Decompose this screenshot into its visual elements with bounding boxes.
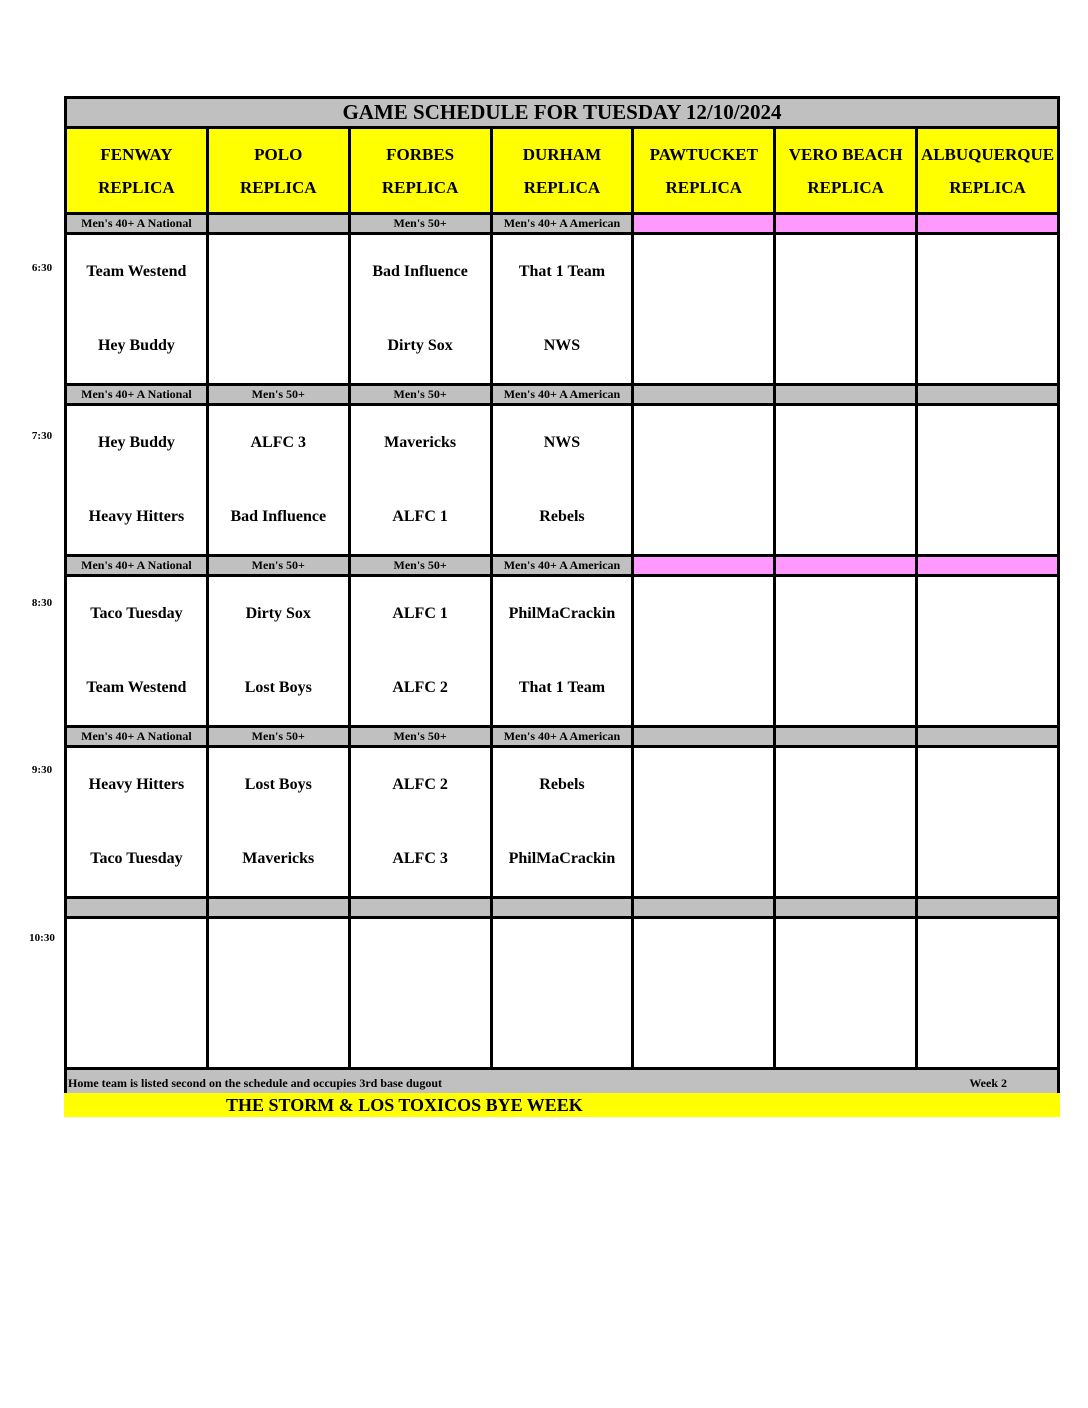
away-team [918, 235, 1057, 309]
game-cell [633, 747, 775, 898]
division-label: Men's 50+ [349, 727, 491, 747]
division-label: Men's 50+ [349, 385, 491, 405]
division-label: Men's 40+ A National [66, 727, 208, 747]
division-label [349, 898, 491, 918]
home-team: Mavericks [242, 850, 315, 867]
division-row [66, 727, 1059, 747]
away-team: Heavy Hitters [88, 776, 185, 793]
field-name: FORBES [386, 144, 455, 164]
game-cell [207, 918, 349, 1069]
division-label [917, 214, 1059, 234]
away-team [209, 235, 348, 309]
away-team [918, 748, 1057, 822]
division-row [66, 385, 1059, 405]
field-sub: REPLICA [381, 177, 459, 197]
home-team: ALFC 1 [392, 508, 448, 525]
home-team: Dirty Sox [387, 337, 453, 354]
division-label: Men's 40+ A American [491, 556, 633, 576]
game-cell [491, 405, 633, 556]
away-team [776, 577, 915, 651]
division-label [917, 556, 1059, 576]
home-team [776, 480, 915, 554]
away-team: ALFC 3 [250, 434, 307, 451]
division-label: Men's 40+ A National [66, 556, 208, 576]
time-label: 9:30 [31, 764, 53, 776]
away-team: Taco Tuesday [90, 605, 183, 622]
field-sub: REPLICA [807, 177, 884, 197]
game-cell [66, 234, 208, 385]
game-cell [491, 747, 633, 898]
game-cell [633, 918, 775, 1069]
game-cell [775, 576, 917, 727]
game-cell [349, 747, 491, 898]
schedule-sheet [64, 96, 1060, 1100]
away-team [776, 235, 915, 309]
division-label [491, 898, 633, 918]
game-cell [66, 576, 208, 727]
game-cell [917, 405, 1059, 556]
division-label: Men's 40+ A American [491, 214, 633, 234]
away-team: Bad Influence [372, 263, 468, 280]
game-cell [349, 918, 491, 1069]
home-team: ALFC 3 [392, 850, 448, 867]
field-header-cell [917, 128, 1059, 214]
home-team: NWS [543, 337, 581, 354]
division-label [775, 214, 917, 234]
home-team: ALFC 2 [392, 679, 448, 696]
away-team [918, 919, 1057, 993]
time-label: 6:30 [31, 262, 53, 274]
game-cell [917, 747, 1059, 898]
home-team [634, 993, 773, 1067]
game-cell [491, 918, 633, 1069]
division-label: Men's 40+ A American [491, 727, 633, 747]
division-label [917, 727, 1059, 747]
away-team [634, 748, 773, 822]
game-cell [775, 405, 917, 556]
away-team [493, 919, 632, 993]
home-team: Bad Influence [230, 508, 327, 525]
division-label [66, 898, 208, 918]
home-team [776, 993, 915, 1067]
game-cell [491, 576, 633, 727]
division-label [207, 898, 349, 918]
game-cell [207, 405, 349, 556]
game-cell [349, 234, 491, 385]
game-cell [66, 747, 208, 898]
division-label: Men's 40+ A American [491, 385, 633, 405]
game-cell [207, 234, 349, 385]
game-cell [349, 405, 491, 556]
field-name: POLO [254, 144, 303, 164]
field-name: ALBUQUERQUE [920, 144, 1055, 164]
game-row [66, 747, 1059, 898]
game-cell [207, 747, 349, 898]
bye-week-text: THE STORM & LOS TOXICOS BYE WEEK [226, 1095, 583, 1115]
away-team: That 1 Team [518, 263, 606, 280]
away-team: Team Westend [86, 263, 187, 280]
division-label: Men's 40+ A National [66, 214, 208, 234]
away-team: Hey Buddy [97, 434, 175, 451]
schedule-grid [64, 126, 1060, 1100]
field-sub: REPLICA [98, 177, 175, 197]
home-team [776, 651, 915, 725]
game-cell [917, 576, 1059, 727]
home-team: Team Westend [86, 679, 187, 696]
field-header-cell [207, 128, 349, 214]
division-label [917, 898, 1059, 918]
division-label: Men's 50+ [349, 556, 491, 576]
game-row [66, 576, 1059, 727]
home-team: Hey Buddy [97, 337, 175, 354]
game-cell [66, 405, 208, 556]
field-sub: REPLICA [665, 177, 743, 197]
home-team-note: Home team is listed second on the schedule and occupies 3rd base dugout [68, 1076, 443, 1090]
schedule-title: GAME SCHEDULE FOR TUESDAY 12/10/2024 [64, 96, 1060, 126]
away-team [209, 919, 348, 993]
division-label [207, 214, 349, 234]
home-team: Heavy Hitters [88, 508, 185, 525]
game-cell [775, 234, 917, 385]
division-row [66, 898, 1059, 918]
field-header-cell [349, 128, 491, 214]
game-row [66, 234, 1059, 385]
field-sub: REPLICA [240, 177, 317, 197]
game-cell [917, 234, 1059, 385]
week-label: Week 2 [969, 1076, 1007, 1090]
away-team [634, 919, 773, 993]
home-team [634, 822, 773, 896]
away-team [776, 919, 915, 993]
away-team [634, 235, 773, 309]
away-team: ALFC 1 [392, 605, 448, 622]
game-row [66, 918, 1059, 1069]
home-team [493, 993, 632, 1067]
home-team [209, 993, 348, 1067]
field-header-cell [491, 128, 633, 214]
home-team [634, 309, 773, 383]
away-team [776, 748, 915, 822]
home-team [67, 993, 206, 1067]
game-cell [633, 234, 775, 385]
division-label: Men's 50+ [207, 727, 349, 747]
home-team [209, 309, 348, 383]
away-team: Dirty Sox [245, 605, 311, 622]
home-team [918, 480, 1057, 554]
away-team [67, 919, 206, 993]
game-cell [491, 234, 633, 385]
division-label [633, 214, 775, 234]
away-team [634, 577, 773, 651]
division-label: Men's 50+ [207, 385, 349, 405]
away-team [918, 406, 1057, 480]
home-team: Rebels [539, 508, 585, 525]
game-cell [207, 576, 349, 727]
game-cell [917, 918, 1059, 1069]
time-label: 8:30 [31, 597, 53, 609]
away-team: Mavericks [384, 434, 457, 451]
home-team: Taco Tuesday [90, 850, 183, 867]
division-row [66, 556, 1059, 576]
division-label: Men's 50+ [349, 214, 491, 234]
field-header-cell [775, 128, 917, 214]
time-label: 7:30 [31, 430, 53, 442]
division-label [917, 385, 1059, 405]
game-cell [66, 918, 208, 1069]
division-label [775, 556, 917, 576]
home-team [776, 309, 915, 383]
field-header-cell [66, 128, 208, 214]
division-label [633, 385, 775, 405]
away-team [351, 919, 490, 993]
home-team [634, 651, 773, 725]
home-team [918, 993, 1057, 1067]
away-team [918, 577, 1057, 651]
home-team [634, 480, 773, 554]
game-cell [633, 405, 775, 556]
field-sub: REPLICA [949, 177, 1026, 197]
home-team [918, 651, 1057, 725]
field-name: FENWAY [100, 144, 173, 164]
away-team: Lost Boys [244, 776, 312, 793]
field-sub: REPLICA [523, 177, 601, 197]
away-team: NWS [543, 434, 581, 451]
away-team: ALFC 2 [392, 776, 448, 793]
game-cell [775, 747, 917, 898]
home-team [918, 822, 1057, 896]
bye-week-banner [64, 1093, 1060, 1117]
division-label [633, 727, 775, 747]
game-cell [775, 918, 917, 1069]
away-team [634, 406, 773, 480]
game-cell [633, 576, 775, 727]
home-team [351, 993, 490, 1067]
home-team: That 1 Team [518, 679, 606, 696]
division-label: Men's 40+ A National [66, 385, 208, 405]
field-header-row [66, 128, 1059, 214]
away-team: Rebels [539, 776, 585, 793]
division-label [775, 727, 917, 747]
home-team [918, 309, 1057, 383]
division-label [775, 385, 917, 405]
home-team: PhilMaCrackin [508, 850, 616, 867]
home-team: Lost Boys [244, 679, 312, 696]
division-label: Men's 50+ [207, 556, 349, 576]
field-header-cell [633, 128, 775, 214]
field-name: DURHAM [522, 144, 602, 164]
away-team: PhilMaCrackin [508, 605, 616, 622]
game-cell [349, 576, 491, 727]
time-label: 10:30 [29, 932, 55, 944]
division-row [66, 214, 1059, 234]
division-label [633, 898, 775, 918]
away-team [776, 406, 915, 480]
game-row [66, 405, 1059, 556]
home-team [776, 822, 915, 896]
division-label [633, 556, 775, 576]
field-name: VERO BEACH [788, 144, 903, 164]
field-name: PAWTUCKET [649, 144, 758, 164]
division-label [775, 898, 917, 918]
